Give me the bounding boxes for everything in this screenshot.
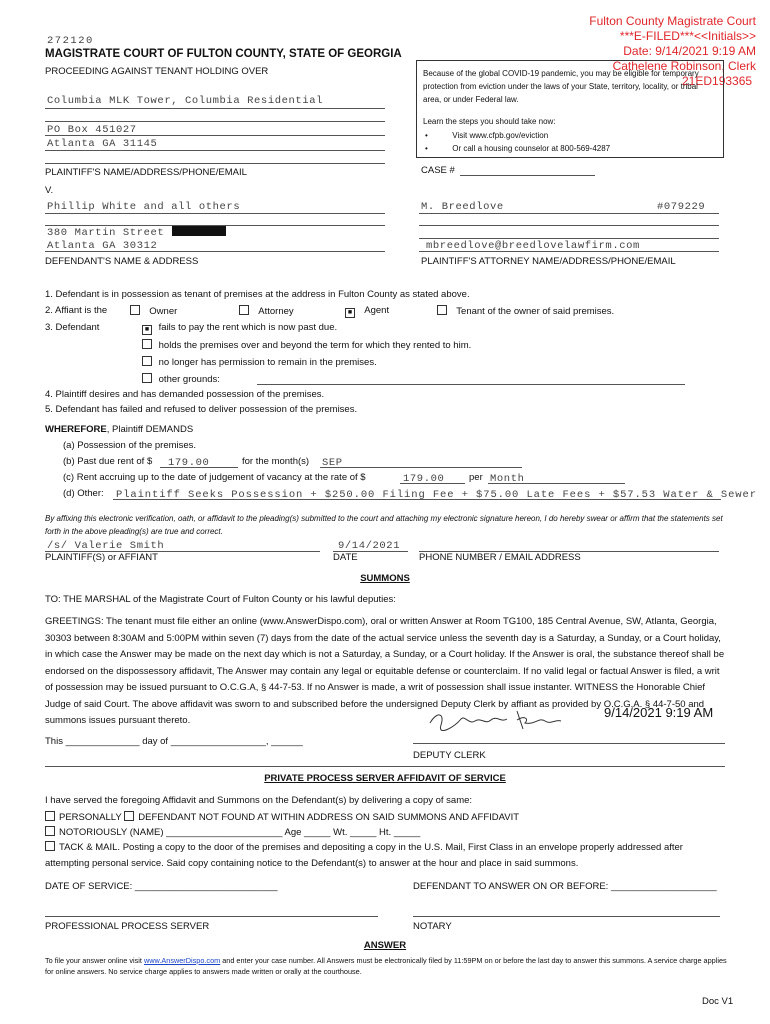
case-number-field[interactable] [460,175,595,176]
ground-2[interactable]: holds the premises over and beyond the term for which they rented to him. [142,339,471,351]
attorney-name: M. Breedlove [421,201,504,213]
ground-1[interactable]: ■ fails to pay the rent which is now past due. [142,322,337,335]
demand-d: (d) Other: [63,488,104,499]
affiant-signature: /s/ Valerie Smith [47,540,165,552]
defendant-label: DEFENDANT'S NAME & ADDRESS [45,256,199,267]
personally-checkbox[interactable] [45,811,55,821]
attorney-checkbox[interactable] [239,305,249,315]
court-title: MAGISTRATE COURT OF FULTON COUNTY, STATE OF GEORGIA [45,48,402,60]
summons-to: TO: THE MARSHAL of the Magistrate Court of Fulton County or his lawful deputies: [45,594,396,605]
ground-1-checkbox-checked[interactable]: ■ [142,325,152,335]
affiant-label: PLAINTIFF(S) or AFFIANT [45,552,158,563]
covid-notice-box [416,60,724,158]
demand-c-per: per [469,472,483,483]
covid-bullet-2: • Or call a housing counselor at 800-569-4287 [425,144,611,153]
agent-checkbox-checked[interactable]: ■ [345,308,355,318]
covid-learn-text: Learn the steps you should take now: [423,117,556,126]
answer-by-date: DEFENDANT TO ANSWER ON OR BEFORE: ____________________ [413,881,717,892]
accruing-rate-period: Month [490,473,525,485]
answerdispo-link[interactable]: www.AnswerDispo.com [143,956,221,965]
stamp-clerk: Cathelene Robinson, Clerk [612,59,756,73]
stamp-efiled: ***E-FILED***<<Initials>> [619,29,756,43]
notoriously-checkbox[interactable] [45,826,55,836]
process-intro: I have served the foregoing Affidavit and Summons on the Defendant(s) by delivering a copy of same: [45,795,473,806]
summons-body: GREETINGS: The tenant must file either an online (www.AnswerDispo.com), oral or written Answer at Room TG100, 185 Central Avenue, SW, Atlanta, Georgia, 30303 between 8:30AM and 5:00PM within seven (7) days from the date of the actual service unless the seventh day is a Saturday, a Sunday, or a Court holiday, in which case the Answer may be made on the next day which is not a Saturday, a Sunday, or a Court holiday. If the Answer is oral, the substance thereof shall be endorsed on the dispossessory affidavit, The Answer may contain any legal or equitable defense or counterclaim. If no valid legal or factual Answer is filed, a writ of possession may be issued pursuant to O.C.G.A, § 44-7-53. If no Answer is made, a writ of possession shall issue instanter. WITNESS the Honorable Chief Judge of said Court. The above affidavit was sworn to and subscribed before the undersigned Deputy Clerk by affiant as provided by O.C.G.A. § 44-7-50 and summons issues pursuant thereto. [45,616,725,726]
notary-label: NOTARY [413,921,452,932]
process-server-label: PROFESSIONAL PROCESS SERVER [45,921,210,932]
covid-bullet-1: • Visit www.cfpb.gov/eviction [425,131,549,140]
demand-b: (b) Past due rent of $ [63,456,153,467]
process-server-title: PRIVATE PROCESS SERVER AFFIDAVIT OF SERVICE [264,773,506,784]
defendant-address-1: 380 Martin Street [47,227,165,239]
wherefore-line: WHEREFORE, Plaintiff DEMANDS [45,424,194,435]
demand-a: (a) Possession of the premises. [63,440,197,451]
answer-title: ANSWER [363,940,407,951]
tenant-owner-checkbox[interactable] [437,305,447,315]
past-due-amount: 179.00 [168,457,210,469]
not-found-checkbox[interactable] [124,811,134,821]
covid-notice-text: Because of the global COVID-19 pandemic, you may be eligible for temporary protection from eviction under the laws of your State, territory, locality, or tribal area, or under Federal law. [423,69,699,104]
summons-title: SUMMONS [360,573,410,584]
other-demands: Plaintiff Seeks Possession + $250.00 Filing Fee + $75.00 Late Fees + $57.53 Water & Sewer [116,489,757,501]
accruing-rate-amount: 179.00 [403,473,445,485]
service-option-2[interactable]: NOTORIOUSLY (NAME) ______________________ Age _____ Wt. _____ Ht. _____ [45,826,420,838]
stamp-case-number: 21ED193365 [682,74,753,88]
tack-mail-checkbox[interactable] [45,841,55,851]
tenant-owner-option[interactable]: Tenant of the owner of said premises. [437,305,614,317]
versus: V. [45,185,54,196]
past-due-month: SEP [322,457,343,469]
attorney-bar-number: #079229 [657,201,706,213]
defendant-name: Phillip White and all others [47,201,241,213]
ground-3[interactable]: no longer has permission to remain in the premises. [142,356,377,368]
attorney-label: PLAINTIFF'S ATTORNEY NAME/ADDRESS/PHONE/EMAIL [421,256,676,267]
cfpb-link[interactable]: Visit www.cfpb.gov/eviction [452,131,549,140]
item-3: 3. Defendant [45,322,100,333]
stamp-court: Fulton County Magistrate Court [589,14,756,28]
defendant-address-2: Atlanta GA 30312 [47,240,158,252]
owner-option[interactable]: Owner [130,305,177,317]
attorney-option[interactable]: Attorney [239,305,294,317]
item-4: 4. Plaintiff desires and has demanded possession of the premises. [45,389,325,400]
stamp-date: Date: 9/14/2021 9:19 AM [623,44,756,58]
doc-version: Doc V1 [702,996,734,1007]
answer-instructions: To file your answer online visit www.AnswerDispo.com and enter your case number. All Answers must be electronically filed by 11:59PM on or before the last day to answer this summons. A service charge applies for online answers. No service charge applies to answers made written or orally at the courthouse. [45,956,727,976]
date-of-service: DATE OF SERVICE: ___________________________ [45,881,278,892]
plaintiff-address-2: Atlanta GA 31145 [47,138,158,150]
deputy-clerk-label: DEPUTY CLERK [413,750,486,761]
summons-issue-date: 9/14/2021 9:19 AM [604,705,714,720]
attorney-email: mbreedlove@breedlovelawfirm.com [426,240,640,252]
demand-b-months-label: for the month(s) [242,456,310,467]
date-label: DATE [333,552,358,563]
ground-3-checkbox[interactable] [142,356,152,366]
ground-4-checkbox[interactable] [142,373,152,383]
plaintiff-address-1: PO Box 451027 [47,124,137,136]
owner-checkbox[interactable] [130,305,140,315]
item-2: 2. Affiant is the [45,305,108,316]
phone-email-label: PHONE NUMBER / EMAIL ADDRESS [419,552,581,563]
clerk-signature [425,705,565,735]
redaction-bar [172,226,226,236]
verification-text: By affixing this electronic verification, oath, or affidavit to the pleading(s) submitted to the court and attaching my electronic signature hereon, I do hereby swear or affirm that the statements set forth in the above pleading(s) are true and correct. [45,514,723,536]
this-day-line: This ______________ day of __________________, ______ [45,736,303,747]
case-number-label: CASE # [421,165,455,176]
item-1: 1. Defendant is in possession as tenant of premises at the address in Fulton County as stated above. [45,289,470,300]
agent-option[interactable]: ■ Agent [345,305,389,318]
verification-date: 9/14/2021 [338,540,401,552]
service-option-3[interactable]: TACK & MAIL. Posting a copy to the door of the premises and depositing a copy in the U.S. Mail, First Class in an envelope properly addressed after attempting personal service. Said copy containing notice to the Defendant(s) to answer at the hour and place in said summons. [45,842,683,869]
proceeding-title: PROCEEDING AGAINST TENANT HOLDING OVER [45,66,269,77]
ground-2-checkbox[interactable] [142,339,152,349]
other-grounds-field[interactable] [257,384,685,385]
plaintiff-label: PLAINTIFF'S NAME/ADDRESS/PHONE/EMAIL [45,167,247,178]
form-number: 272120 [47,35,94,47]
plaintiff-name: Columbia MLK Tower, Columbia Residential [47,95,324,107]
service-option-1[interactable]: PERSONALLY DEFENDANT NOT FOUND AT WITHIN ADDRESS ON SAID SUMMONS AND AFFIDAVIT [45,811,519,823]
item-5: 5. Defendant has failed and refused to deliver possession of the premises. [45,404,358,415]
ground-4[interactable]: other grounds: [142,373,220,385]
demand-c: (c) Rent accruing up to the date of judgement of vacancy at the rate of $ [63,472,366,483]
